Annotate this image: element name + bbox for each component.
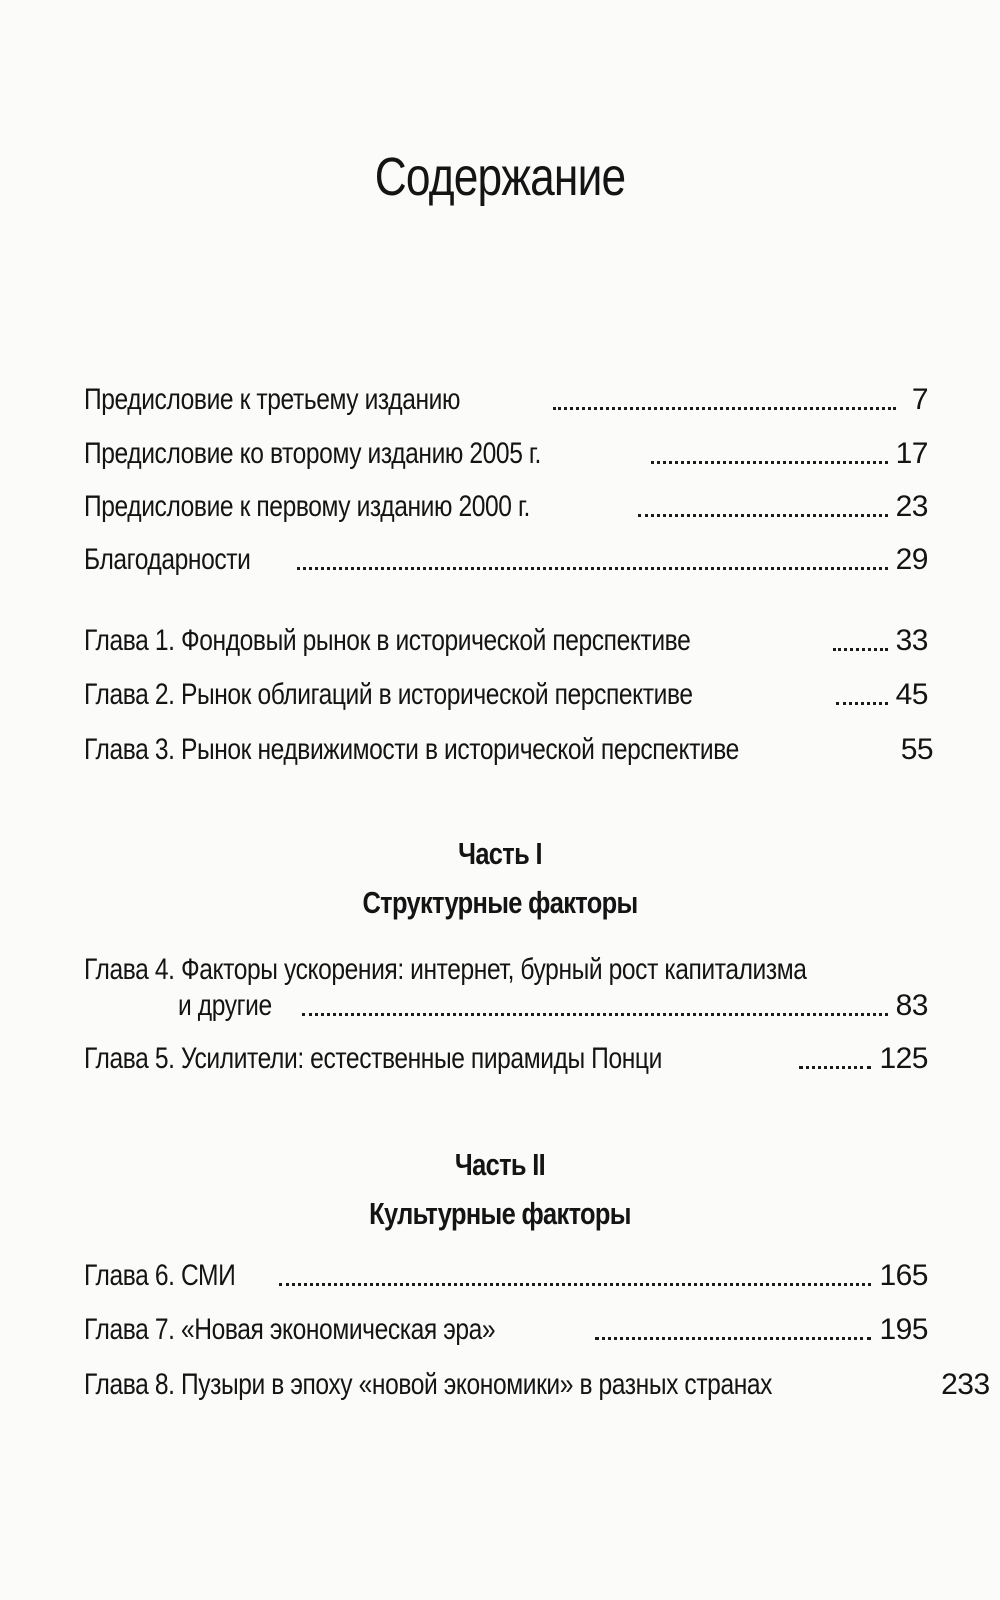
toc-page-number: 23 <box>895 490 928 523</box>
dot-leader <box>302 1012 887 1016</box>
toc-page-number: 7 <box>911 383 928 416</box>
chapter-title: Фондовый рынок в исторической перспективе <box>180 624 691 657</box>
toc-page-number: 33 <box>895 624 928 657</box>
dot-leader <box>833 647 887 651</box>
part-1-number: Часть I <box>458 836 542 871</box>
toc-entry-chapter-1[interactable] <box>84 621 928 661</box>
dot-leader <box>651 460 887 464</box>
part-2-title: Культурные факторы <box>369 1196 631 1231</box>
toc-page-number: 83 <box>895 989 928 1022</box>
dot-leader <box>279 1282 872 1286</box>
chapter-label: Глава 4. <box>84 953 175 986</box>
dot-leader <box>638 513 888 517</box>
chapter-label: Глава 2. <box>84 678 175 711</box>
toc-entry-chapter-5[interactable] <box>84 1039 928 1079</box>
toc-entry-title <box>84 621 690 661</box>
toc-entry-title: Предисловие к третьему изданию <box>84 383 461 416</box>
chapter-label: Глава 3. <box>84 733 175 766</box>
toc-entry-title <box>84 1365 772 1405</box>
toc-page-number: 233 <box>941 1368 990 1401</box>
dot-leader <box>553 406 896 410</box>
toc-entry-chapter-4-line2[interactable] <box>178 986 928 1026</box>
dot-leader <box>595 1336 871 1340</box>
chapter-label: Глава 5. <box>84 1042 175 1075</box>
chapter-label: Глава 1. <box>84 624 175 657</box>
part-2-number: Часть II <box>454 1147 546 1182</box>
toc-entry-chapter-4-line1[interactable] <box>84 950 928 990</box>
toc-entry-title <box>84 1256 235 1296</box>
toc-entry-title: Предисловие ко второму изданию 2005 г. <box>84 437 541 470</box>
toc-entry-chapter-2[interactable] <box>84 675 928 715</box>
toc-entry-title <box>84 730 739 770</box>
page-title: Содержание <box>374 147 626 207</box>
chapter-label: Глава 8. <box>84 1368 175 1401</box>
part-1-title: Структурные факторы <box>362 885 638 920</box>
toc-entry-chapter-6[interactable] <box>84 1256 928 1296</box>
toc-page-number: 45 <box>895 678 928 711</box>
toc-page-number: 195 <box>879 1313 928 1346</box>
toc-entry-chapter-3[interactable] <box>84 730 934 770</box>
toc-page-number: 17 <box>895 437 928 470</box>
chapter-label: Глава 6. <box>84 1259 175 1292</box>
dot-leader <box>297 566 888 570</box>
dot-leader <box>799 1065 872 1069</box>
toc-entry-chapter-8[interactable] <box>84 1365 990 1405</box>
dot-leader <box>836 701 887 705</box>
chapter-title: Усилители: естественные пирамиды Понци <box>180 1042 662 1075</box>
toc-entry-foreword-first[interactable] <box>84 487 928 527</box>
chapter-title: Факторы ускорения: интернет, бурный рост капитализма <box>180 953 807 986</box>
chapter-title: СМИ <box>180 1259 236 1292</box>
toc-page-number: 165 <box>879 1259 928 1292</box>
chapter-title: Рынок облигаций в исторической перспективе <box>180 678 693 711</box>
toc-page-number: 29 <box>895 543 928 576</box>
chapter-title: «Новая экономическая эра» <box>180 1313 496 1346</box>
toc-entry-chapter-7[interactable] <box>84 1310 928 1350</box>
toc-entry-acknowledgements[interactable] <box>84 540 928 580</box>
chapter-title: Пузыри в эпоху «новой экономики» в разных странах <box>180 1368 773 1401</box>
chapter-title: Рынок недвижимости в исторической перспективе <box>180 733 739 766</box>
toc-entry-title: и другие <box>178 989 272 1022</box>
toc-entry-title <box>84 1310 495 1350</box>
toc-page-number: 55 <box>900 733 934 766</box>
toc-entry-title: Благодарности <box>84 543 251 576</box>
toc-entry-foreword-third[interactable] <box>84 380 928 420</box>
chapter-label: Глава 7. <box>84 1313 175 1346</box>
toc-entry-foreword-second[interactable] <box>84 434 928 474</box>
toc-page-number: 125 <box>879 1042 928 1075</box>
toc-entry-title <box>84 675 693 715</box>
toc-entry-title: Предисловие к первому изданию 2000 г. <box>84 490 530 523</box>
toc-entry-title <box>84 1039 662 1079</box>
